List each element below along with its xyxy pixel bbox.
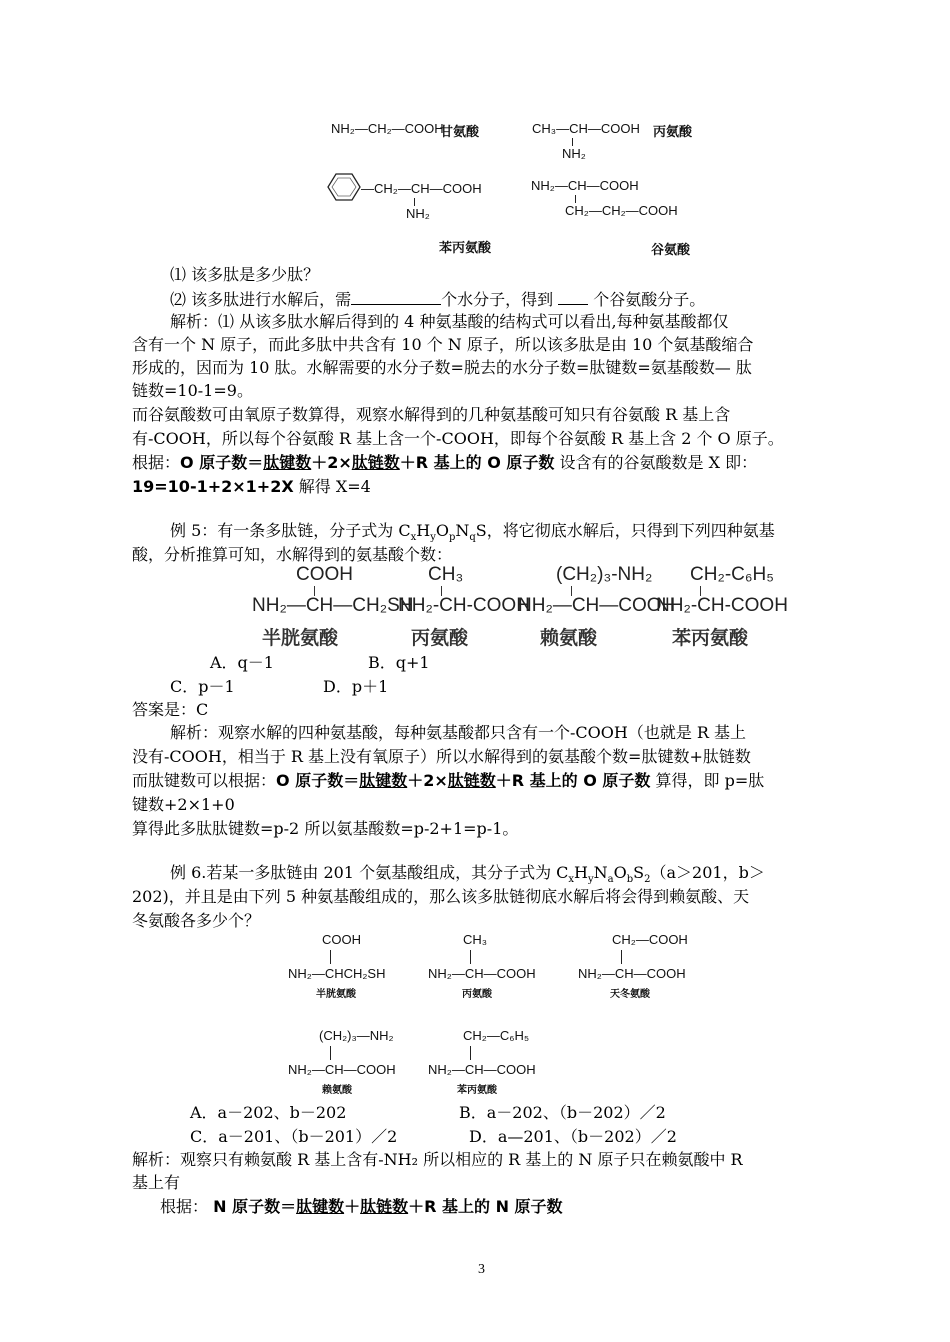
ex5-option-b: B．q+1 [368,653,430,672]
phe3-label: 苯丙氨酸 [457,1085,497,1096]
glu-blank [558,288,588,305]
lys-main: NH₂—CH—COOH [518,595,676,616]
lys3-label: 赖氨酸 [322,1085,352,1096]
ex6-analysis: 基上有 [132,1173,181,1192]
glu-formula: NH₂—CH—COOH [531,178,639,193]
phe2-label: 苯丙氨酸 [672,627,749,649]
ex6-line1: 例 6.若某一多肽链由 201 个氨基酸组成，其分子式为 $C_xH_yN_aO_bS_2(a>201$，b＞ [170,863,765,886]
phe-label: 苯丙氨酸 [439,241,492,256]
ex6-basis: 根据： N 原子数＝肽键数＋肽链数＋R 基上的 N 原子数 [160,1197,563,1216]
ex5-basis: 而肽键数可以根据：O 原子数＝肽键数＋2×肽链数＋R 基上的 O 原子数 算得，即 p=肽 [132,771,765,790]
glu-sub: CH₂—CH₂—COOH [565,203,678,218]
ex5-answer: 答案是：C [132,700,209,719]
phe3-main: NH₂—CH—COOH [428,1062,536,1077]
ex5-option-a: A．q－1 [210,653,274,672]
lys3-main: NH₂—CH—COOH [288,1062,396,1077]
alanine-sub: NH₂ [562,146,586,161]
phe-sub: NH₂ [406,206,430,221]
ala3-main: NH₂—CH—COOH [428,966,536,981]
asp-label: 天冬氨酸 [610,989,650,1000]
equation-1: 19=10-1+2×1+2X 解得 X=4 [132,477,371,496]
ex5-option-c: C．p－1 [170,677,235,696]
glycine-label: 甘氨酸 [440,125,480,140]
question-2: ⑵ 该多肽进行水解后，需 个水分子，得到 个谷氨酸分子。 [170,290,706,309]
phe-formula: —CH₂—CH—COOH [361,181,482,196]
ex5-line1: 例 5：有一条多肽链，分子式为 $C_xH_yO_pN_qS$，将它彻底水解后，只得到下列四种氨基 [170,521,775,544]
ala3-label: 丙氨酸 [462,989,492,1000]
benzene-ring-icon [327,172,361,202]
ex5-line-end1: 键数+2×1+0 [132,795,235,814]
lys-top: (CH₂)₃-NH₂ [556,564,653,585]
analysis1-line: 形成的，因而为 10 肽。水解需要的水分子数=脱去的水分子数=肽键数=氨基酸数— 肽 [132,358,752,377]
lys-label: 赖氨酸 [540,627,598,649]
ex5-analysis: 解析：观察水解的四种氨基酸，每种氨基酸都只含有一个-COOH（也就是 R 基上 [170,723,747,742]
cys3-label: 半胱氨酸 [316,989,356,1000]
ex5-line2: 酸，分析推算可知，水解得到的氨基酸个数： [132,545,453,564]
phe2-top: CH₂-C₆H₅ [690,564,774,585]
analysis1-line: 含有一个 N 原子，而此多肽中共含有 10 个 N 原子，所以该多肽是由 10 个氨基酸缩合 [132,335,754,354]
cys-top: COOH [296,564,353,585]
phe2-main: NH₂-CH-COOH [656,595,788,616]
ex5-analysis: 没有-COOH，相当于 R 基上没有氧原子）所以水解得到的氨基酸个数=肽键数+肽链数 [132,747,751,766]
water-blank [351,288,441,305]
glu-label: 谷氨酸 [651,243,691,258]
analysis1-line: 链数=10-1=9。 [132,381,253,400]
cys3-top: COOH [322,932,361,947]
ala3-top: CH₃ [463,932,488,947]
asp-main: NH₂—CH—COOH [578,966,686,981]
ala-label: 丙氨酸 [411,627,469,649]
analysis1-line: 有-COOH，所以每个谷氨酸 R 基上含一个-COOH，即每个谷氨酸 R 基上含 2 个 O 原子。 [132,429,784,448]
alanine-formula: CH₃—CH—COOH [532,121,640,136]
alanine-label: 丙氨酸 [653,125,693,140]
glycine-formula: NH₂—CH₂—COOH [331,121,444,136]
ex6-analysis: 解析：观察只有赖氨酸 R 基上含有-NH₂ 所以相应的 R 基上的 N 原子只在赖氨酸中 R [132,1150,743,1169]
basis-1: 根据：O 原子数＝肽键数＋2×肽链数＋R 基上的 O 原子数 设含有的谷氨酸数是 X 即： [132,453,758,472]
cys-label: 半胱氨酸 [262,627,339,649]
ala-main: NH₂-CH-COOH [398,595,530,616]
ex5-line-end2: 算得此多肽肽键数=p-2 所以氨基酸数=p-2+1=p-1。 [132,819,519,838]
lys3-top: (CH₂)₃—NH₂ [319,1028,394,1043]
page-number: 3 [478,1262,485,1277]
ex6-option-c: C．a－201、（b－201）／2 [190,1127,398,1146]
ex6-option-d: D．a—201、（b－202）／2 [469,1127,677,1146]
analysis1-line: 解析：⑴ 从该多肽水解后得到的 4 种氨基酸的结构式可以看出,每种氨基酸都仅 [170,312,729,331]
asp-top: CH₂—COOH [612,932,688,947]
ex6-line3: 冬氨酸各多少个？ [132,911,261,930]
cys-main: NH₂—CH—CH₂SH [252,595,414,616]
ala-top: CH₃ [428,564,464,585]
cys3-main: NH₂—CHCH₂SH [288,966,386,981]
ex6-line2: 202)，并且是由下列 5 种氨基酸组成的，那么该多肽链彻底水解后将会得到赖氨酸、天 [132,887,750,906]
question-1: ⑴ 该多肽是多少肽？ [170,265,320,284]
ex6-option-a: A．a－202、b－202 [190,1103,347,1122]
phe3-top: CH₂—C₆H₅ [463,1028,530,1043]
analysis1-line: 而谷氨酸数可由氧原子数算得，观察水解得到的几种氨基酸可知只有谷氨酸 R 基上含 [132,405,731,424]
ex6-option-b: B．a－202、（b－202）／2 [459,1103,666,1122]
ex5-option-d: D．p＋1 [323,677,389,696]
